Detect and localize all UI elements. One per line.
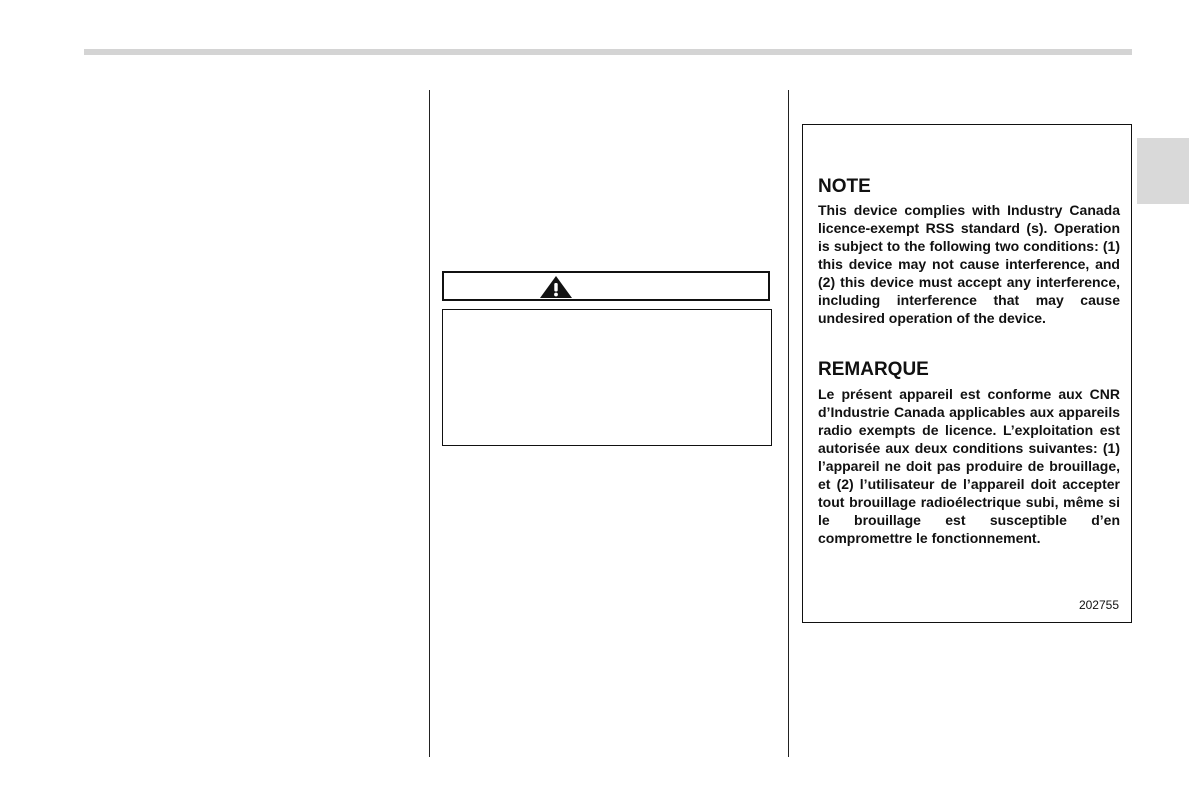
figure-id: 202755 (1078, 598, 1119, 612)
warning-triangle-icon (539, 275, 573, 299)
remarque-text: Le présent appareil est conforme aux CNR d’Industrie Canada applicables aux appareils radio exempts de licence. L’exploitation est autorisée aux deux conditions suivantes: (1) l’appareil ne doit pas produire de brouillage, et (2) l’utilisateur de l’appareil doit accepter tout brouillage radioélectrique subi, même si le brouillage est susceptible d’en compromettre le fonctionnement. (818, 386, 1120, 546)
column-divider-left (429, 90, 430, 757)
header-rule (84, 49, 1132, 55)
chapter-tab[interactable] (1137, 138, 1189, 204)
column-divider-right (788, 90, 789, 757)
note-text: This device complies with Industry Canada licence-exempt RSS standard (s). Operation is subject to the following two conditions: (1) this device may not cause interference, and (2) this device must accept any interference, including interference that may cause undesired operation of the device. (818, 202, 1120, 326)
warning-body (442, 309, 772, 446)
regulatory-notice-box (802, 124, 1132, 623)
note-heading: NOTE (818, 176, 871, 197)
warning-header (442, 271, 770, 301)
remarque-heading: REMARQUE (818, 359, 929, 380)
